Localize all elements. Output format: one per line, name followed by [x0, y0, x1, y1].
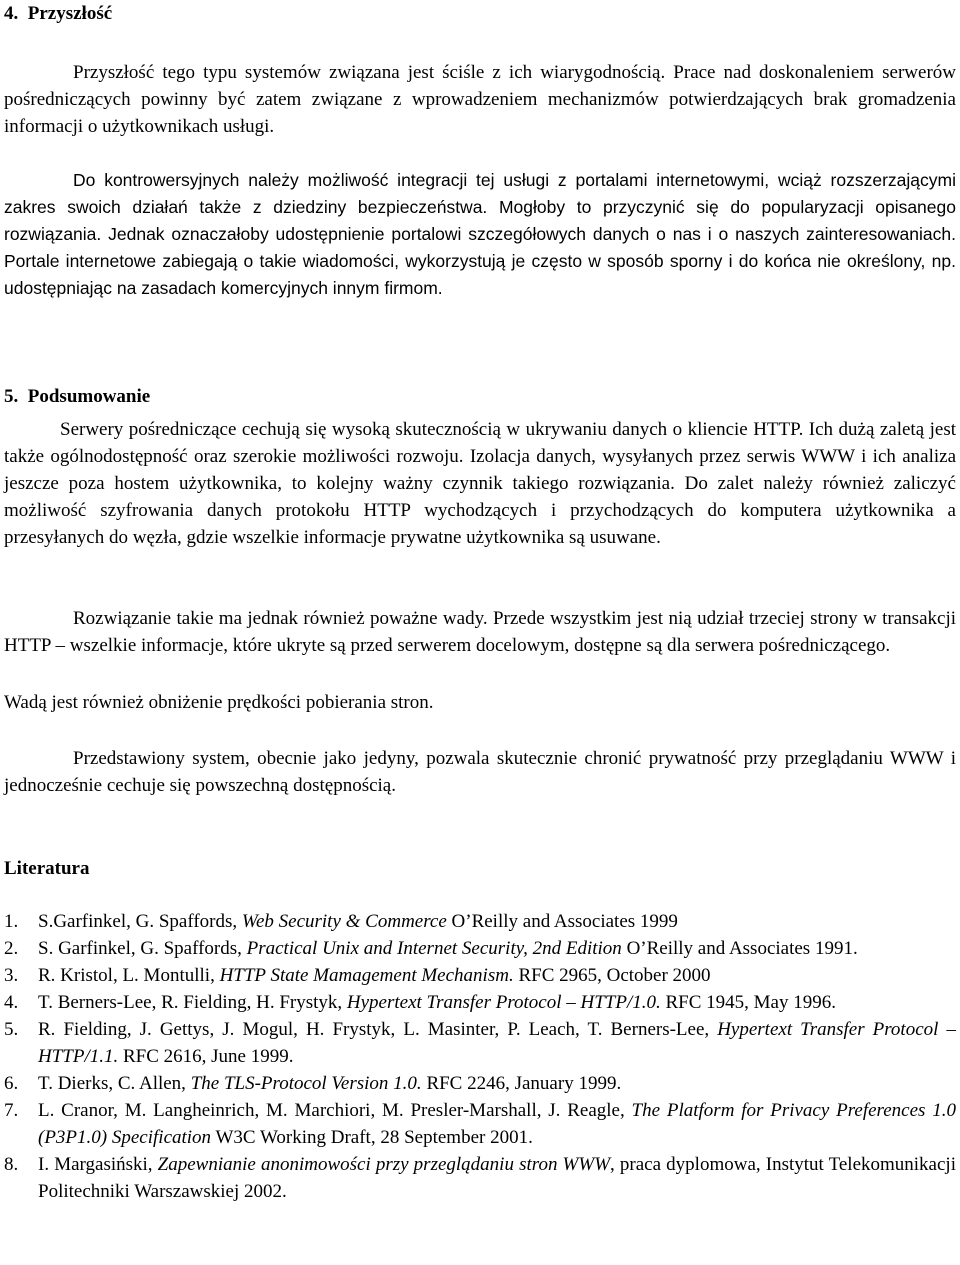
reference-text: R. Fielding, J. Gettys, J. Mogul, H. Frystyk, L. Masinter, P. Leach, T. Berners-Lee, Hypertext Transfer Protocol – HTTP/1.1. RFC 2616, June 1999.	[38, 1019, 956, 1067]
reference-title: Hypertext Transfer Protocol – HTTP/1.0.	[346, 992, 661, 1013]
section-4-number: 4.	[4, 3, 19, 24]
section-5-heading	[4, 383, 150, 410]
reference-number: 3.	[4, 965, 19, 986]
reference-number: 5.	[4, 1019, 19, 1040]
reference-number: 4.	[4, 992, 19, 1013]
reference-text: L. Cranor, M. Langheinrich, M. Marchiori, M. Presler-Marshall, J. Reagle, The Platform for Privacy Preferences 1.0 (P3P1.0) Specification W3C Working Draft, 28 September 2001.	[38, 1100, 956, 1148]
section-4-paragraph-2: Do kontrowersyjnych należy możliwość integracji tej usługi z portalami internetowymi, wciąż rozszerzającymi zakres swoich działań także z dziedziny bezpieczeństwa. Mogłoby to przyczynić się do popularyzacji opisanego rozwiązania. Jednak oznaczałoby udostępnienie portalowi szczegółowych danych o nas i o naszych zainteresowaniach. Portale internetowe zabiegają o takie wiadomości, wykorzystują je często w sposób sporny i do końca nie określony, np. udostępniając na zasadach komercyjnych innym firmom.	[4, 170, 956, 298]
section-4-heading	[4, 0, 112, 27]
literatura-heading: Literatura	[4, 858, 90, 879]
reference-title: The TLS-Protocol Version 1.0.	[190, 1073, 422, 1094]
reference-item	[4, 989, 956, 1016]
reference-item	[4, 962, 956, 989]
reference-title: The Platform for Privacy Preferences 1.0 (P3P1.0) Specification	[38, 1100, 956, 1148]
section-4-title: Przyszłość	[27, 3, 113, 24]
reference-text: T. Berners-Lee, R. Fielding, H. Frystyk, Hypertext Transfer Protocol – HTTP/1.0. RFC 1945, May 1996.	[38, 992, 836, 1013]
reference-item	[4, 935, 956, 962]
section-5-title: Podsumowanie	[27, 386, 151, 407]
section-5-number: 5.	[4, 386, 19, 407]
reference-item	[4, 1097, 956, 1151]
reference-number: 6.	[4, 1073, 19, 1094]
reference-number: 1.	[4, 911, 19, 932]
section-5-paragraph-1: Serwery pośredniczące cechują się wysoką skutecznością w ukrywaniu danych o kliencie HTTP. Ich dużą zaletą jest także ogólnodostępność oraz szerokie możliwości rozwoju. Izolacja danych, wysyłanych przez serwis WWW i ich analiza jeszcze poza hostem użytkownika, to kolejny ważny czynnik takiego rozwiązania. Do zalet należy również zaliczyć możliwość szyfrowania danych protokołu HTTP wychodzących i przychodzących do komputera użytkownika a przesyłanych do węzła, gdzie wszelkie informacje prywatne użytkownika są usuwane.	[4, 419, 956, 548]
reference-title: Zapewnianie anonimowości przy przeglądaniu stron WWW	[157, 1154, 611, 1175]
reference-item	[4, 1016, 956, 1070]
reference-item	[4, 1151, 956, 1205]
reference-title: Hypertext Transfer Protocol – HTTP/1.1.	[38, 1019, 956, 1067]
reference-title: Web Security & Commerce	[241, 911, 447, 932]
reference-number: 2.	[4, 938, 19, 959]
reference-number: 7.	[4, 1100, 19, 1121]
reference-number: 8.	[4, 1154, 19, 1175]
section-4-paragraph-1: Przyszłość tego typu systemów związana jest ściśle z ich wiarygodnością. Prace nad doskonaleniem serwerów pośredniczących powinny być zatem związane z wprowadzeniem mechanizmów potwierdzających brak gromadzenia informacji o użytkownikach usługi.	[4, 62, 956, 137]
reference-text: I. Margasiński, Zapewnianie anonimowości przy przeglądaniu stron WWW, praca dyplomowa, Instytut Telekomunikacji Politechniki Warszawskiej 2002.	[38, 1154, 956, 1202]
reference-text: S. Garfinkel, G. Spaffords, Practical Unix and Internet Security, 2nd Edition O’Reilly and Associates 1991.	[38, 938, 858, 959]
section-5-paragraph-3: Wadą jest również obniżenie prędkości pobierania stron.	[4, 692, 434, 713]
reference-title: HTTP State Mamagement Mechanism.	[219, 965, 514, 986]
reference-list	[4, 908, 956, 1205]
reference-item	[4, 908, 956, 935]
section-5-paragraph-2: Rozwiązanie takie ma jednak również poważne wady. Przede wszystkim jest nią udział trzeciej strony w transakcji HTTP – wszelkie informacje, które ukryte są przed serwerem docelowym, dostępne są dla serwera pośredniczącego.	[4, 608, 956, 656]
reference-item	[4, 1070, 956, 1097]
section-5-paragraph-4: Przedstawiony system, obecnie jako jedyny, pozwala skutecznie chronić prywatność przy przeglądaniu WWW i jednocześnie cechuje się powszechną dostępnością.	[4, 748, 956, 796]
reference-title: Practical Unix and Internet Security, 2nd Edition	[246, 938, 622, 959]
reference-text: T. Dierks, C. Allen, The TLS-Protocol Version 1.0. RFC 2246, January 1999.	[38, 1073, 622, 1094]
reference-text: S.Garfinkel, G. Spaffords, Web Security & Commerce O’Reilly and Associates 1999	[38, 911, 678, 932]
reference-text: R. Kristol, L. Montulli, HTTP State Mamagement Mechanism. RFC 2965, October 2000	[38, 965, 711, 986]
